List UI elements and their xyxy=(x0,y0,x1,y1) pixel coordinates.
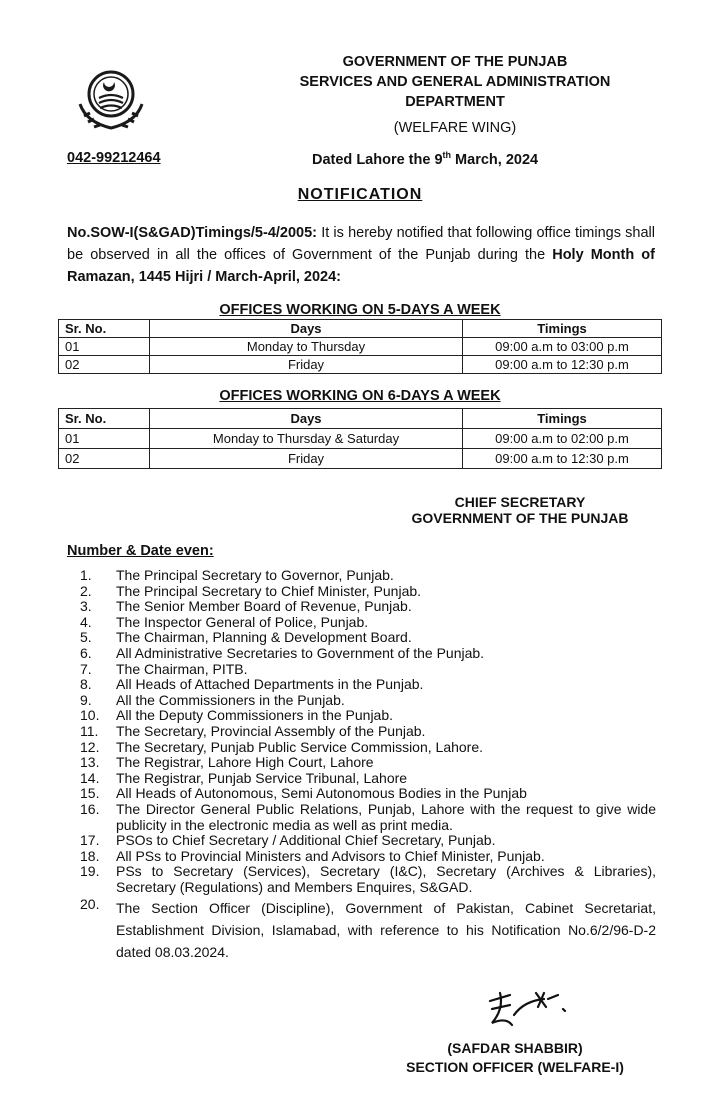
cell-timings: 09:00 a.m to 02:00 p.m xyxy=(463,429,662,449)
handwritten-signature xyxy=(478,985,588,1035)
table-row xyxy=(59,429,662,449)
list-item xyxy=(80,740,656,756)
list-item-number: 15. xyxy=(80,785,100,802)
date-suffix: March, 2024 xyxy=(451,151,539,168)
header-line-1: GOVERNMENT OF THE PUNJAB xyxy=(342,54,568,70)
list-item-text: All Administrative Secretaries to Government of the Punjab. xyxy=(116,644,485,661)
list-item-number: 6. xyxy=(80,644,92,661)
list-item-text: The Chairman, Planning & Development Board. xyxy=(116,629,412,646)
list-item xyxy=(80,786,656,802)
cell-sr-no: 02 xyxy=(59,356,150,374)
date-prefix: Dated Lahore the 9 xyxy=(312,151,443,168)
list-item xyxy=(80,864,656,895)
table2-title: OFFICES WORKING ON 6-DAYS A WEEK xyxy=(219,388,501,404)
header-line-2: SERVICES AND GENERAL ADMINISTRATION xyxy=(299,74,611,90)
timings-table-6-days xyxy=(58,408,662,469)
list-item-number: 17. xyxy=(80,832,100,849)
cell-sr-no: 02 xyxy=(59,449,150,469)
list-item xyxy=(80,693,656,709)
list-item xyxy=(80,755,656,771)
list-item-number: 16. xyxy=(80,800,100,817)
list-item xyxy=(80,584,656,600)
list-item xyxy=(80,568,656,584)
list-item xyxy=(80,662,656,678)
list-item-number: 11. xyxy=(80,722,99,739)
list-item-number: 20. xyxy=(80,896,100,913)
list-item xyxy=(80,833,656,849)
cell-days: Monday to Thursday xyxy=(150,338,463,356)
list-item-text: The Senior Member Board of Revenue, Punjab. xyxy=(116,598,412,615)
cell-timings: 09:00 a.m to 12:30 p.m xyxy=(463,449,662,469)
list-item-text: The Director General Public Relations, Punjab, Lahore with the request to give wide publicity in the electronic media as well as print media. xyxy=(116,800,656,833)
table-row xyxy=(59,449,662,469)
list-item-text: The Inspector General of Police, Punjab. xyxy=(116,613,369,630)
list-item-number: 13. xyxy=(80,754,100,771)
list-item-number: 5. xyxy=(80,629,92,646)
table-row xyxy=(59,338,662,356)
intro-paragraph xyxy=(67,222,655,288)
list-item-text: The Registrar, Punjab Service Tribunal, Lahore xyxy=(116,769,408,786)
cell-days: Friday xyxy=(150,356,463,374)
list-item-number: 8. xyxy=(80,676,92,693)
list-item xyxy=(80,849,656,865)
list-item xyxy=(80,724,656,740)
list-item-number: 2. xyxy=(80,582,92,599)
list-item-number: 9. xyxy=(80,691,92,708)
list-item-number: 3. xyxy=(80,598,92,615)
date-sup: th xyxy=(442,150,452,160)
header-wing: (WELFARE WING) xyxy=(393,120,517,136)
header-days: Days xyxy=(150,409,463,429)
list-item xyxy=(80,802,656,833)
cell-timings: 09:00 a.m to 12:30 p.m xyxy=(463,356,662,374)
phone-number: 042-99212464 xyxy=(67,150,161,166)
signatory-designation: SECTION OFFICER (WELFARE-I) xyxy=(406,1059,624,1075)
list-item-text: PSOs to Chief Secretary / Additional Chief Secretary, Punjab. xyxy=(116,832,496,849)
table1-title: OFFICES WORKING ON 5-DAYS A WEEK xyxy=(219,302,501,318)
chief-line-2: GOVERNMENT OF THE PUNJAB xyxy=(411,510,629,526)
list-item-number: 12. xyxy=(80,738,100,755)
list-item-text: All Heads of Autonomous, Semi Autonomous Bodies in the Punjab xyxy=(116,785,527,802)
table-header-row xyxy=(59,409,662,429)
notification-title: NOTIFICATION xyxy=(297,186,423,203)
intro-text: It is hereby notified that following office timings shall be observed in all the offices of Government of the Punjab during the xyxy=(67,225,655,263)
list-item xyxy=(80,599,656,615)
list-item-text: All Heads of Attached Departments in the Punjab. xyxy=(116,676,424,693)
list-item-text: The Chairman, PITB. xyxy=(116,660,248,677)
header-sr-no: Sr. No. xyxy=(59,409,150,429)
header-line-3: DEPARTMENT xyxy=(405,94,505,110)
header-timings: Timings xyxy=(463,409,662,429)
list-item-number: 10. xyxy=(80,707,100,724)
list-item xyxy=(80,771,656,787)
cell-sr-no: 01 xyxy=(59,429,150,449)
signatory-name: (SAFDAR SHABBIR) xyxy=(447,1040,583,1056)
list-item xyxy=(80,677,656,693)
header-sr-no: Sr. No. xyxy=(59,320,150,338)
header-days: Days xyxy=(150,320,463,338)
list-item xyxy=(80,708,656,724)
punjab-emblem-logo xyxy=(70,58,152,140)
list-item-number: 19. xyxy=(80,863,100,880)
list-item xyxy=(80,615,656,631)
chief-secretary-block xyxy=(360,494,680,526)
list-item-text: The Registrar, Lahore High Court, Lahore xyxy=(116,754,374,771)
list-item-number: 7. xyxy=(80,660,92,677)
cell-days: Monday to Thursday & Saturday xyxy=(150,429,463,449)
list-item-text: The Secretary, Provincial Assembly of the Punjab. xyxy=(116,722,426,739)
signatory-block xyxy=(350,1040,680,1075)
distribution-list xyxy=(80,568,656,963)
list-item-text: PSs to Secretary (Services), Secretary (I&C), Secretary (Archives & Libraries), Secretary (Regulations) and Members Enquires, S&GAD. xyxy=(116,863,656,895)
list-item-text: All PSs to Provincial Ministers and Advisors to Chief Minister, Punjab. xyxy=(116,847,545,864)
reference-number: No.SOW-I(S&GAD)Timings/5-4/2005: xyxy=(67,225,318,241)
list-item xyxy=(80,897,656,963)
chief-line-1: CHIEF SECRETARY xyxy=(454,494,586,510)
list-item-text: All the Deputy Commissioners in the Punjab. xyxy=(116,707,394,724)
list-item xyxy=(80,630,656,646)
dated-line xyxy=(312,150,538,168)
list-item xyxy=(80,646,656,662)
list-item-number: 14. xyxy=(80,769,100,786)
table-row xyxy=(59,356,662,374)
list-item-text: All the Commissioners in the Punjab. xyxy=(116,691,345,708)
list-item-text: The Section Officer (Discipline), Government of Pakistan, Cabinet Secretariat, Establishment Division, Islamabad, with reference to his Notification No.6/2/96-D-2 dated 08.03.2024. xyxy=(116,900,656,961)
list-item-number: 1. xyxy=(80,567,92,583)
cell-days: Friday xyxy=(150,449,463,469)
header-timings: Timings xyxy=(463,320,662,338)
list-item-number: 18. xyxy=(80,847,100,864)
cell-timings: 09:00 a.m to 03:00 p.m xyxy=(463,338,662,356)
table-header-row xyxy=(59,320,662,338)
timings-table-5-days xyxy=(58,319,662,374)
intro-bold: Holy Month of Ramazan, 1445 Hijri / March-April, 2024: xyxy=(67,247,655,285)
list-item-number: 4. xyxy=(80,613,92,630)
cell-sr-no: 01 xyxy=(59,338,150,356)
list-item-text: The Secretary, Punjab Public Service Commission, Lahore. xyxy=(116,738,484,755)
list-item-text: The Principal Secretary to Governor, Punjab. xyxy=(116,567,394,583)
distribution-title: Number & Date even: xyxy=(67,543,214,559)
list-item-text: The Principal Secretary to Chief Minister, Punjab. xyxy=(116,582,422,599)
